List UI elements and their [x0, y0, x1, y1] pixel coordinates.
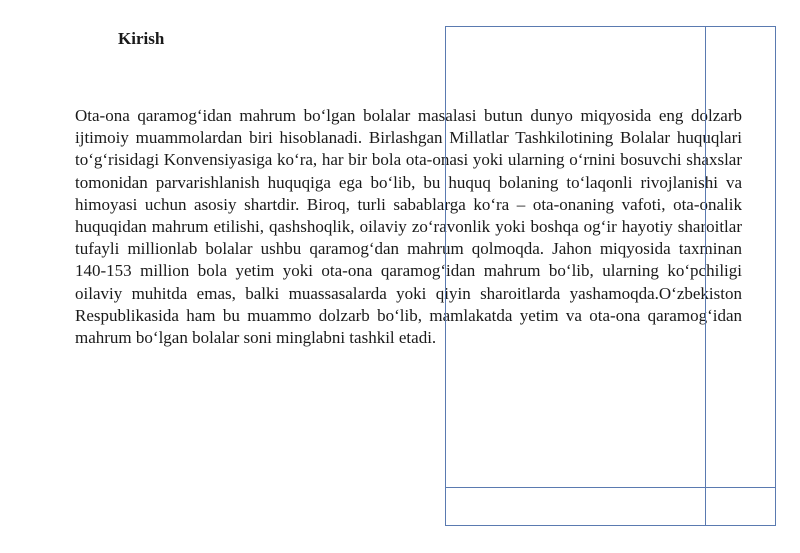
body-paragraph: Ota-ona qaramog‘idan mahrum bo‘lgan bolalar masalasi butun dunyo miqyosida eng dolzarb ijtimoiy muammolardan biri hisoblanadi. Birlashgan Millatlar Tashkilotining Bolalar huquqlari to‘g‘risidagi Konvensiyasiga ko‘ra, har bir bola ota-onasi yoki ularning o‘rnini bosuvchi shaxslar tomonidan parvarishlanish huquqiga ega bo‘lib, bu huquq bolaning to‘laqonli rivojlanishi va himoyasi uchun asosiy shartdir. Biroq, turli sabablarga ko‘ra – ota-onaning vafoti, ota-onalik huquqidan mahrum etilishi, qashshoqlik, oilaviy zo‘ravonlik yoki boshqa og‘ir hayotiy sharoitlar tufayli millionlab bolalar ushbu qaramog‘dan mahrum qolmoqda. Jahon miqyosida taxminan 140-153 million bola yetim yoki ota-ona qaramog‘idan mahrum bo‘lib, ularning ko‘pchiligi oilaviy muhitda emas, balki muassasalarda yoki qiyin sharoitlarda yashamoqda.O‘zbekiston Respublikasida ham bu muammo dolzarb bo‘lib, mamlakatda yetim va ota-ona qaramog‘idan mahrum bo‘lgan bolalar soni minglabni tashkil etadi.: [75, 106, 742, 348]
overlay-vertical-line: [705, 26, 706, 526]
overlay-horizontal-line: [445, 487, 776, 488]
section-heading: Kirish: [118, 29, 165, 48]
